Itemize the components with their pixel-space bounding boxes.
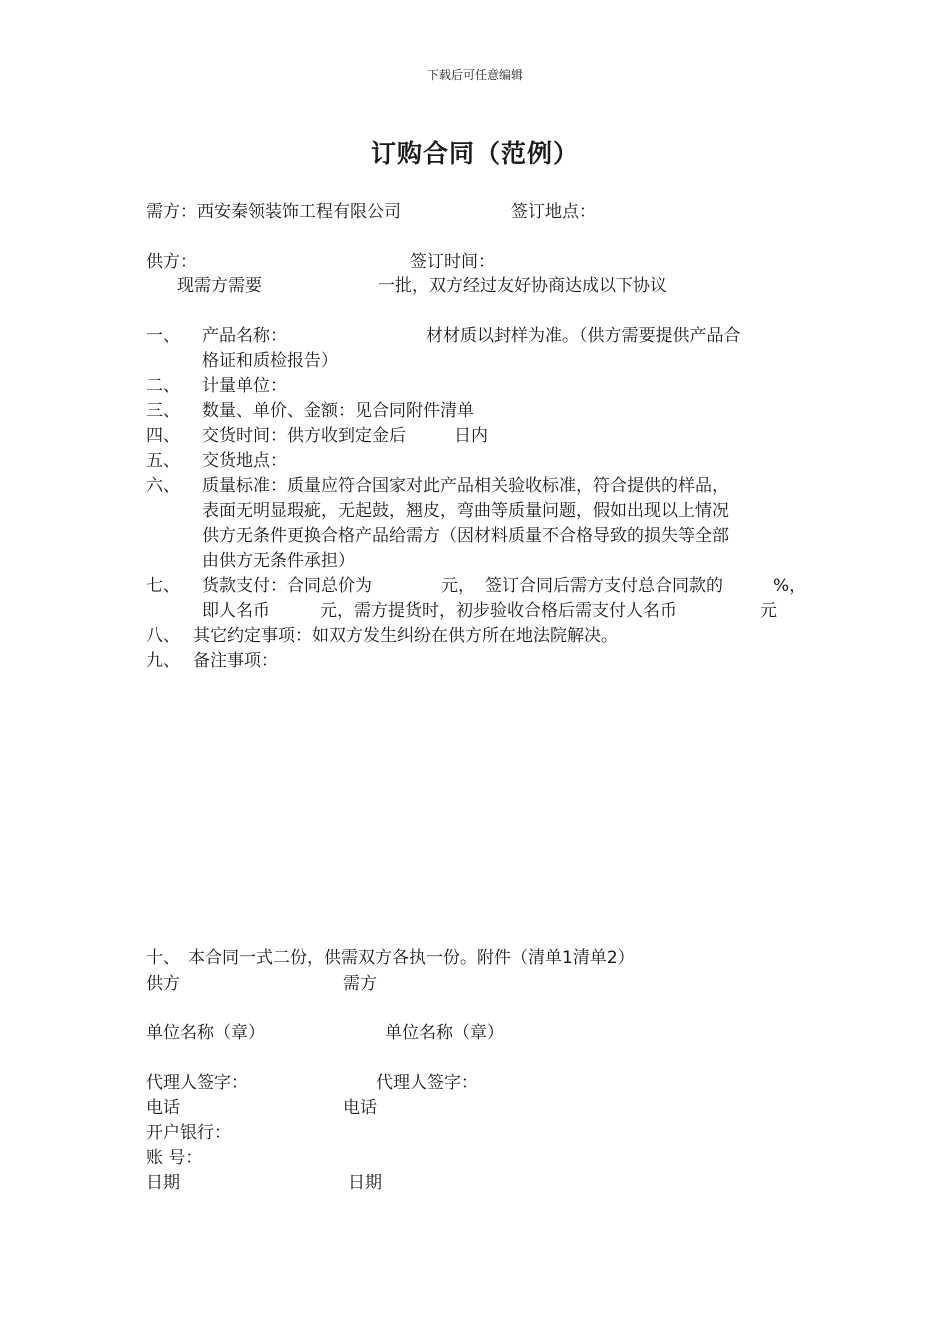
clause-text: 交货地点： (202, 451, 287, 471)
clause-text: 货款支付：合同总价为 (202, 576, 372, 596)
clause-number: 七、 (146, 576, 180, 596)
date-right: 日期 (348, 1173, 382, 1193)
agent-signature-left: 代理人签字： (146, 1073, 248, 1093)
clause-number: 三、 (146, 401, 180, 421)
clause-text: 即人名币 (202, 601, 270, 621)
header-note: 下载后可任意编辑 (426, 68, 523, 82)
clause-text: 由供方无条件承担） (202, 551, 355, 571)
document-title: 订购合同（范例） (370, 139, 579, 168)
clause-text: 元 (760, 601, 777, 621)
clause-text: 数量、单价、金额：见合同附件清单 (202, 401, 474, 421)
clause-text: 表面无明显瑕疵，无起鼓，翘皮，弯曲等质量问题，假如出现以上情况 (202, 501, 729, 521)
unit-name-right: 单位名称（章） (385, 1023, 504, 1043)
intro-text-part2: 一批，双方经过友好协商达成以下协议 (378, 276, 667, 296)
supply-party-signature-label: 供方 (146, 974, 180, 994)
clause-text: 清单 (572, 948, 607, 968)
supply-party-label: 供方： (146, 252, 197, 272)
phone-right: 电话 (343, 1098, 377, 1118)
clause-text: 签订合同后需方支付总合同款的 (485, 576, 723, 596)
clause-text: 供方无条件更换合格产品给需方（因材料质量不合格导致的损失等全部 (202, 526, 729, 546)
clause-number: 九、 (146, 651, 180, 671)
account-label: 账 号： (146, 1148, 203, 1168)
clause-text: 格证和质检报告） (202, 351, 338, 371)
clause-text: 日内 (454, 426, 488, 446)
clause-text: 交货时间：供方收到定金后 (202, 426, 406, 446)
clause-text: 元，需方提货时，初步验收合格后需支付人名币 (320, 601, 677, 621)
clause-number: 四、 (146, 426, 180, 446)
intro-text-part1: 现需方需要 (177, 276, 262, 296)
clause-text: 产品名称： (202, 326, 287, 346)
clause-text: 材材质以封样为准。（供方需要提供产品合 (426, 326, 741, 346)
agent-signature-right: 代理人签字： (376, 1073, 478, 1093)
clause-text: %， (773, 576, 807, 596)
attachment-number: 1 (562, 948, 573, 968)
demand-party-signature-label: 需方 (343, 974, 377, 994)
sign-place-label: 签订地点： (511, 202, 596, 222)
phone-left: 电话 (146, 1098, 180, 1118)
clause-text: ） (617, 948, 635, 968)
unit-name-left: 单位名称（章） (146, 1023, 265, 1043)
demand-party-label: 需方：西安秦领装饰工程有限公司 (146, 202, 401, 222)
sign-time-label: 签订时间： (410, 252, 495, 272)
clause-text: 质量标准：质量应符合国家对此产品相关验收标准，符合提供的样品， (202, 476, 729, 496)
clause-number: 五、 (146, 451, 180, 471)
clause-number: 八、 (146, 626, 180, 646)
bank-label: 开户银行： (146, 1123, 231, 1143)
clause-number: 六、 (146, 476, 180, 496)
date-left: 日期 (146, 1173, 180, 1193)
clause-number: 二、 (146, 376, 180, 396)
clause-text: 本合同一式二份，供需双方各执一份。附件（清单 (188, 948, 562, 968)
clause-number: 十、 (146, 948, 180, 968)
clause-text: 元， (441, 576, 475, 596)
clause-text (188, 946, 635, 971)
clause-text: 计量单位： (202, 376, 287, 396)
clause-text: 备注事项： (193, 651, 278, 671)
clause-text: 其它约定事项：如双方发生纠纷在供方所在地法院解决。 (193, 626, 618, 646)
attachment-number: 2 (606, 948, 618, 968)
clause-number: 一、 (146, 326, 180, 346)
